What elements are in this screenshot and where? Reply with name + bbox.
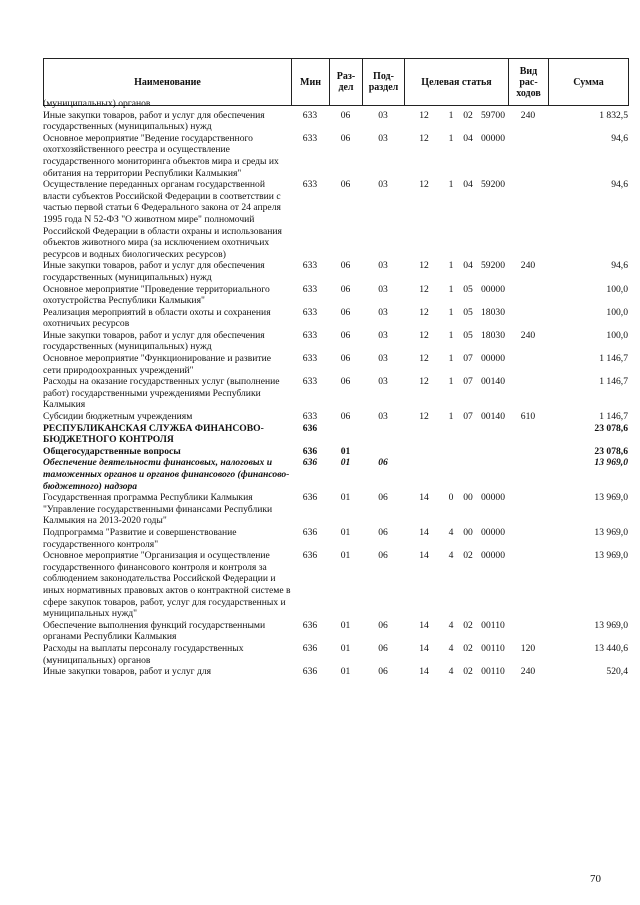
row-sum: 1 832,5 [599, 109, 628, 121]
row-expense-type [508, 550, 548, 620]
row-expense-type [508, 620, 548, 643]
row-sum: 13 969,0 [594, 492, 628, 504]
row-expense-type [508, 307, 548, 330]
table-row [43, 492, 628, 527]
row-target-event: 05 [463, 306, 473, 318]
row-sum: 100,0 [606, 306, 628, 318]
row-section [329, 423, 362, 446]
row-target-subprogram: 1 [448, 109, 454, 121]
row-subsection: 03 [378, 376, 388, 388]
row-subsection [362, 98, 404, 110]
row-name: РЕСПУБЛИКАНСКАЯ СЛУЖБА ФИНАНСОВО-БЮДЖЕТНОГО КОНТРОЛЯ [43, 422, 264, 446]
row-expense-type: 240 [520, 109, 536, 121]
row-target-event: 07 [463, 411, 473, 423]
row-expense-type: 120 [520, 642, 536, 654]
row-target-direction: 00000 [481, 526, 505, 538]
row-name: Реализация мероприятий в области охоты и сохранения охотничьих ресурсов [43, 306, 271, 330]
row-target-direction [478, 457, 508, 492]
row-ministry: 636 [302, 526, 318, 538]
row-name: Государственная программа Республики Калмыкия "Управление государственными финансами Республики Калмыкия на 2013-2020 годы" [43, 492, 273, 527]
row-name: Иные закупки товаров, работ и услуг для обеспечения государственных (муниципальных) нужд [43, 109, 265, 133]
row-name: Основное мероприятие "Ведение государственного охотхозяйственного реестра и осуществление государственного мониторинга объектов мира и среды их обитания на территории Республики Калмыкия" [43, 132, 279, 179]
row-sum: 1 146,7 [599, 376, 628, 388]
row-sum: 13 969,0 [594, 457, 628, 469]
row-target-program: 12 [419, 132, 429, 144]
row-sum: 13 969,0 [594, 619, 628, 631]
row-name: (муниципальных) органов [43, 98, 151, 109]
row-ministry: 636 [302, 666, 318, 678]
row-name: Расходы на оказание государственных услуг (выполнение работ) государственными учреждениями Республики Калмыкия [43, 376, 280, 411]
row-ministry: 633 [302, 353, 318, 365]
row-target-event: 04 [463, 132, 473, 144]
row-target-event: 04 [463, 260, 473, 272]
row-expense-type [508, 284, 548, 307]
row-name: Иные закупки товаров, работ и услуг для обеспечения государственных (муниципальных) нужд [43, 260, 265, 283]
table-row [43, 260, 628, 283]
header-name: Наименование [44, 59, 292, 106]
row-target-direction: 00000 [481, 132, 505, 144]
row-target-event: 07 [463, 353, 473, 365]
row-ministry [291, 98, 329, 110]
table-row [43, 353, 628, 376]
row-target-event: 05 [463, 329, 473, 341]
row-target-direction: 00000 [481, 283, 505, 295]
row-target-direction [478, 423, 508, 446]
row-target-direction: 59200 [481, 260, 505, 272]
table-row [43, 179, 628, 260]
row-name: Обеспечение выполнения функций государственными органами Республики Калмыкия [43, 619, 266, 643]
table-row [43, 307, 628, 330]
row-sum [548, 98, 628, 110]
table-row [43, 643, 628, 666]
header-section: Раз- дел [330, 59, 363, 106]
table-row [43, 284, 628, 307]
table-row [43, 666, 628, 678]
row-section: 06 [340, 109, 351, 121]
row-target-direction: 00110 [481, 666, 505, 678]
row-section: 01 [340, 642, 351, 654]
row-target-program: 14 [419, 492, 429, 504]
table-row [43, 527, 628, 550]
page-number: 70 [590, 873, 601, 885]
row-name: Основное мероприятие "Функционирование и развитие сети природоохранных учреждений" [43, 353, 271, 376]
row-section: 06 [340, 411, 351, 423]
row-target-subprogram: 4 [448, 642, 454, 654]
row-target-event: 05 [463, 283, 473, 295]
row-target-program: 14 [419, 550, 429, 562]
row-target-program: 12 [419, 179, 429, 191]
row-target-direction: 00140 [481, 376, 505, 388]
row-sum: 520,4 [606, 666, 628, 678]
row-target-subprogram: 1 [448, 260, 454, 272]
row-target-subprogram: 1 [448, 329, 454, 341]
row-ministry: 636 [302, 550, 318, 562]
row-expense-type: 240 [520, 329, 536, 341]
row-ministry: 633 [302, 306, 318, 318]
row-target-subprogram: 4 [448, 666, 454, 678]
row-target-direction: 59700 [481, 109, 505, 121]
table-row [43, 457, 628, 492]
row-target-program [404, 98, 444, 110]
row-target-event [458, 98, 478, 110]
row-section: 06 [340, 376, 351, 388]
row-target-subprogram [444, 457, 458, 492]
row-sum: 13 969,0 [594, 526, 628, 538]
row-name: Иные закупки товаров, работ и услуг для [43, 666, 212, 678]
row-sum: 13 440,6 [594, 642, 628, 654]
row-target-program: 12 [419, 260, 429, 272]
row-ministry: 633 [302, 329, 318, 341]
row-ministry: 636 [302, 445, 318, 457]
row-sum: 94,6 [611, 260, 628, 272]
row-target-event: 02 [463, 109, 473, 121]
row-section: 01 [340, 666, 351, 678]
header-sum: Сумма [549, 59, 629, 106]
row-target-subprogram: 1 [448, 179, 454, 191]
row-target-subprogram [444, 423, 458, 446]
row-target-event [458, 457, 478, 492]
row-ministry: 633 [302, 179, 318, 191]
row-target-subprogram: 0 [448, 492, 454, 504]
header-subsection: Под- раздел [363, 59, 405, 106]
row-expense-type [508, 98, 548, 110]
row-target-subprogram: 1 [448, 411, 454, 423]
row-target-subprogram: 4 [448, 619, 454, 631]
row-target-subprogram: 1 [448, 306, 454, 318]
row-name: Подпрограмма "Развитие и совершенствование государственного контроля" [43, 526, 237, 550]
row-expense-type [508, 179, 548, 260]
row-target-program: 14 [419, 619, 429, 631]
row-subsection: 03 [378, 411, 388, 423]
row-ministry: 633 [302, 411, 318, 423]
row-name: Осуществление переданных органам государственной власти субъектов Российской Федерации в соответствии с частью первой статьи 6 Федерального закона от 24 апреля 1995 года N 52-ФЗ "О животном мире" полномочий Российской Федерации в области охраны и использования объектов животного мира (за исключением охотничьих ресурсов и водных биологических ресурсов) [43, 179, 282, 260]
row-subsection: 06 [378, 457, 388, 469]
row-section: 01 [340, 619, 351, 631]
row-ministry: 633 [302, 260, 318, 272]
row-name: Общегосударственные вопросы [43, 445, 181, 457]
row-sum: 94,6 [611, 132, 628, 144]
row-target-subprogram: 1 [448, 283, 454, 295]
row-target-direction: 00000 [481, 353, 505, 365]
table-row [43, 423, 628, 446]
row-target-program: 12 [419, 376, 429, 388]
row-target-subprogram: 1 [448, 132, 454, 144]
table-row [43, 98, 628, 110]
row-target-program: 12 [419, 411, 429, 423]
row-target-subprogram: 4 [448, 526, 454, 538]
row-target-event [458, 423, 478, 446]
row-subsection: 03 [378, 260, 388, 272]
row-expense-type [508, 353, 548, 376]
row-subsection: 03 [378, 353, 388, 365]
row-expense-type [508, 376, 548, 411]
row-subsection [362, 423, 404, 446]
table-row [43, 446, 628, 458]
row-expense-type [508, 527, 548, 550]
row-section: 01 [340, 526, 351, 538]
row-target-program: 12 [419, 283, 429, 295]
row-target-direction: 18030 [481, 329, 505, 341]
row-target-direction: 18030 [481, 306, 505, 318]
row-sum: 23 078,6 [594, 445, 628, 457]
row-target-event: 02 [463, 642, 473, 654]
row-target-event: 02 [463, 619, 473, 631]
row-expense-type [508, 446, 548, 458]
table-row [43, 110, 628, 133]
header-ministry: Мин [292, 59, 330, 106]
row-expense-type [508, 423, 548, 446]
row-ministry: 636 [302, 492, 318, 504]
row-ministry: 633 [302, 132, 318, 144]
row-expense-type: 240 [520, 260, 536, 272]
row-subsection: 03 [378, 329, 388, 341]
row-name: Основное мероприятие "Организация и осуществление государственного финансового контроля и контроля за соблюдением законодательства Российской Федерации и иных нормативных правовых актов о контрактной системе в сфере закупок товаров, работ, услуг для государственных и муниципальных нужд" [43, 550, 291, 620]
row-sum: 13 969,0 [594, 550, 628, 562]
row-target-direction: 00140 [481, 411, 505, 423]
row-target-event: 00 [463, 492, 473, 504]
row-subsection [362, 446, 404, 458]
row-target-direction [478, 446, 508, 458]
row-section: 01 [340, 492, 351, 504]
row-target-program [404, 423, 444, 446]
row-target-program: 14 [419, 666, 429, 678]
row-target-subprogram: 1 [448, 376, 454, 388]
row-section: 06 [340, 306, 351, 318]
row-name: Расходы на выплаты персоналу государственных (муниципальных) органов [43, 642, 244, 666]
row-target-subprogram: 1 [448, 353, 454, 365]
table-row [43, 550, 628, 620]
row-section: 06 [340, 179, 351, 191]
row-section: 06 [340, 283, 351, 295]
budget-table [43, 98, 628, 678]
row-sum: 1 146,7 [599, 353, 628, 365]
row-name: Иные закупки товаров, работ и услуг для обеспечения государственных (муниципальных) нужд [43, 329, 265, 353]
row-target-program [404, 457, 444, 492]
row-expense-type: 240 [520, 666, 536, 678]
row-target-direction: 59200 [481, 179, 505, 191]
row-sum: 100,0 [606, 329, 628, 341]
row-ministry: 633 [302, 376, 318, 388]
row-target-program: 14 [419, 526, 429, 538]
row-target-direction: 00000 [481, 550, 505, 562]
row-expense-type [508, 133, 548, 179]
row-sum: 23 078,6 [594, 422, 628, 434]
row-subsection: 06 [378, 666, 388, 678]
row-section: 01 [340, 457, 351, 469]
header-target-article: Целевая статья [405, 59, 509, 106]
row-section: 06 [340, 132, 351, 144]
row-subsection: 03 [378, 283, 388, 295]
row-subsection: 03 [378, 306, 388, 318]
header-expense-type: Вид рас- ходов [509, 59, 549, 106]
row-sum: 94,6 [611, 179, 628, 191]
row-section: 06 [340, 260, 351, 272]
row-ministry: 636 [302, 457, 318, 469]
row-subsection: 06 [378, 642, 388, 654]
row-subsection: 03 [378, 179, 388, 191]
row-target-direction: 00000 [481, 492, 505, 504]
row-name: Обеспечение деятельности финансовых, налоговых и таможенных органов и органов финансового (финансово-бюджетного) надзора [43, 457, 290, 492]
row-subsection: 03 [378, 132, 388, 144]
table-row [43, 376, 628, 411]
row-target-program [404, 446, 444, 458]
row-target-program: 12 [419, 329, 429, 341]
row-section: 01 [340, 550, 351, 562]
row-ministry: 633 [302, 109, 318, 121]
row-expense-type [508, 492, 548, 527]
row-target-direction [478, 98, 508, 110]
table-row [43, 411, 628, 423]
row-target-event: 00 [463, 526, 473, 538]
row-name: Основное мероприятие "Проведение территориального охотустройства Республики Калмыкия" [43, 283, 270, 307]
row-subsection: 03 [378, 109, 388, 121]
row-target-event: 04 [463, 179, 473, 191]
row-target-direction: 00110 [481, 642, 505, 654]
table-row [43, 330, 628, 353]
row-target-direction: 00110 [481, 619, 505, 631]
row-target-program: 12 [419, 306, 429, 318]
row-target-program: 12 [419, 109, 429, 121]
row-subsection: 06 [378, 526, 388, 538]
table-row [43, 620, 628, 643]
row-target-event: 07 [463, 376, 473, 388]
row-ministry: 636 [302, 642, 318, 654]
row-section: 01 [340, 445, 351, 457]
row-section: 06 [340, 329, 351, 341]
row-ministry: 636 [302, 422, 318, 434]
row-target-program: 14 [419, 642, 429, 654]
row-sum: 100,0 [606, 283, 628, 295]
row-expense-type [508, 457, 548, 492]
row-subsection: 06 [378, 492, 388, 504]
row-target-program: 12 [419, 353, 429, 365]
row-ministry: 633 [302, 283, 318, 295]
row-subsection: 06 [378, 619, 388, 631]
row-target-event: 02 [463, 550, 473, 562]
row-section [329, 98, 362, 110]
table-row [43, 133, 628, 179]
row-expense-type: 610 [520, 411, 536, 423]
row-target-subprogram [444, 446, 458, 458]
row-target-subprogram [444, 98, 458, 110]
row-subsection: 06 [378, 550, 388, 562]
row-target-event [458, 446, 478, 458]
row-sum: 1 146,7 [599, 411, 628, 423]
row-section: 06 [340, 353, 351, 365]
row-target-subprogram: 4 [448, 550, 454, 562]
row-target-event: 02 [463, 666, 473, 678]
row-ministry: 636 [302, 619, 318, 631]
row-name: Субсидии бюджетным учреждениям [43, 411, 193, 423]
